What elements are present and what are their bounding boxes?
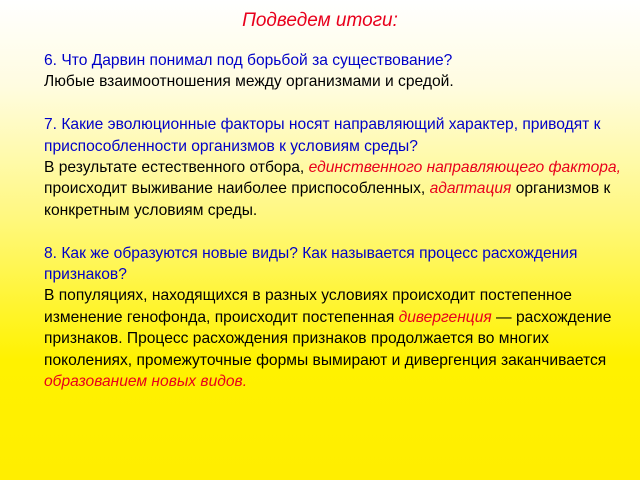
answer-7-text: В результате естественного отбора, [44,159,309,177]
answer-8 [44,285,622,392]
answer-7-text: происходит выживание наиболее приспособленных, [44,180,430,198]
summary-content [44,50,622,392]
question-6: 6. Что Дарвин понимал под борьбой за существование? [44,52,453,69]
question-8: 8. Как же образуются новые виды? Как называется процесс расхождения признаков? [44,244,578,284]
answer-7-text: организмов к конкретным условиям среды. [44,180,611,219]
answer-8-text: В популяциях, находящихся в разных условиях происходит постепенное изменение генофонда, происходит постепенная [44,287,572,326]
answer-8-emphasis-divergence: дивергенция [398,308,492,326]
spacer [44,221,622,242]
answer-7-emphasis-factor: единственного направляющего фактора, [308,159,621,177]
answer-6: Любые взаимоотношения между организмами и средой. [44,73,454,91]
answer-8-text: — расхождение признаков. Процесс расхождения признаков продолжается во многих поколениях, промежуточные формы вымирают и дивергенция заканчивается [44,308,612,369]
spacer [44,93,622,114]
question-7: 7. Какие эволюционные факторы носят направляющий характер, приводят к приспособленности организмов к условиям среды? [44,116,601,155]
answer-7 [44,157,622,221]
answer-8-period: . [242,373,248,391]
slide-title: Подведем итоги: [242,10,398,31]
answer-7-emphasis-adaptation: адаптация [429,180,512,198]
answer-8-emphasis-new-species: образованием новых видов [44,373,243,391]
